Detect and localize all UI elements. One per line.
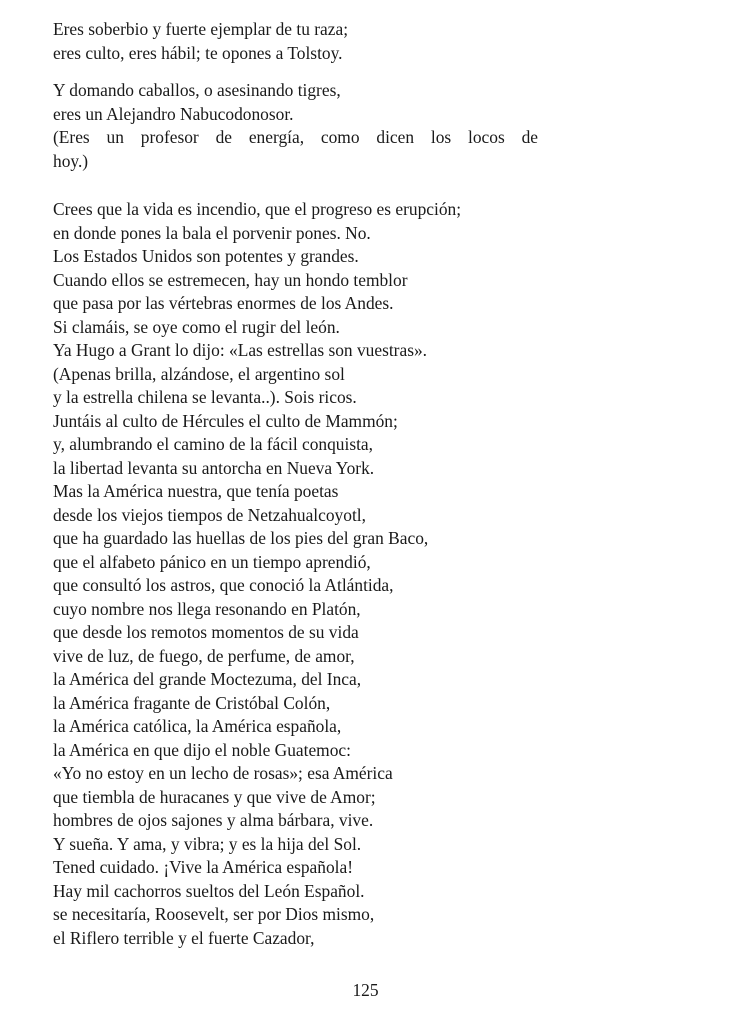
verse-line: y, alumbrando el camino de la fácil conquista, xyxy=(53,434,374,454)
verse-line: Los Estados Unidos son potentes y grandes. xyxy=(53,246,359,266)
verse-line: eres un Alejandro Nabucodonosor. xyxy=(53,103,294,124)
verse-line: desde los viejos tiempos de Netzahualcoyotl, xyxy=(53,504,366,525)
verse-line: la América del grande Moctezuma, del Inca, xyxy=(53,669,362,689)
stanza xyxy=(53,79,538,173)
verse-line: hoy.) xyxy=(53,150,89,171)
verse-line: que ha guardado las huellas de los pies del gran Baco, xyxy=(53,528,429,548)
verse-line: Crees que la vida es incendio, que el progreso es erupción; xyxy=(53,199,462,219)
verse-line: (Eres un profesor de energía, como dicen los locos de xyxy=(53,127,538,147)
page-number: 125 xyxy=(352,980,379,1000)
verse-line: Cuando ellos se estremecen, hay un hondo temblor xyxy=(53,269,408,290)
verse-line: Y sueña. Y ama, y vibra; y es la hija del Sol. xyxy=(53,833,362,854)
verse-line: la América en que dijo el noble Guatemoc: xyxy=(53,739,351,760)
verse-line: la libertad levanta su antorcha en Nueva York. xyxy=(53,457,375,478)
verse-line: (Apenas brilla, alzándose, el argentino sol xyxy=(53,363,345,384)
verse-line: la América fragante de Cristóbal Colón, xyxy=(53,692,331,713)
verse-line: «Yo no estoy en un lecho de rosas»; esa América xyxy=(53,763,393,783)
verse-line: y la estrella chilena se levanta..). Sois ricos. xyxy=(53,387,357,407)
stanza xyxy=(53,198,538,950)
verse-line: vive de luz, de fuego, de perfume, de amor, xyxy=(53,645,355,666)
verse-line: Juntáis al culto de Hércules el culto de Mammón; xyxy=(53,410,398,431)
poem-text xyxy=(53,18,538,950)
verse-line: en donde pones la bala el porvenir pones. No. xyxy=(53,222,371,243)
verse-line: Mas la América nuestra, que tenía poetas xyxy=(53,481,339,501)
verse-line: Ya Hugo a Grant lo dijo: «Las estrellas son vuestras». xyxy=(53,340,428,360)
verse-line: se necesitaría, Roosevelt, ser por Dios mismo, xyxy=(53,904,375,924)
verse-line: el Riflero terrible y el fuerte Cazador, xyxy=(53,927,315,948)
verse-line: que el alfabeto pánico en un tiempo aprendió, xyxy=(53,551,371,572)
verse-line: que desde los remotos momentos de su vida xyxy=(53,622,359,642)
verse-line: Si clamáis, se oye como el rugir del león. xyxy=(53,316,340,337)
verse-line: cuyo nombre nos llega resonando en Platón, xyxy=(53,598,361,619)
verse-line: Hay mil cachorros sueltos del León Español. xyxy=(53,880,365,901)
verse-line: que tiembla de huracanes y que vive de Amor; xyxy=(53,786,376,807)
verse-line: Eres soberbio y fuerte ejemplar de tu raza; xyxy=(53,19,349,39)
verse-line: Tened cuidado. ¡Vive la América española! xyxy=(53,857,354,877)
verse-line: hombres de ojos sajones y alma bárbara, vive. xyxy=(53,810,374,830)
stanza xyxy=(53,18,538,65)
verse-line: la América católica, la América española, xyxy=(53,716,342,736)
verse-line: que pasa por las vértebras enormes de los Andes. xyxy=(53,293,394,313)
verse-line: eres culto, eres hábil; te opones a Tolstoy. xyxy=(53,42,343,63)
verse-line: Y domando caballos, o asesinando tigres, xyxy=(53,80,341,100)
verse-line: que consultó los astros, que conoció la Atlántida, xyxy=(53,575,394,595)
